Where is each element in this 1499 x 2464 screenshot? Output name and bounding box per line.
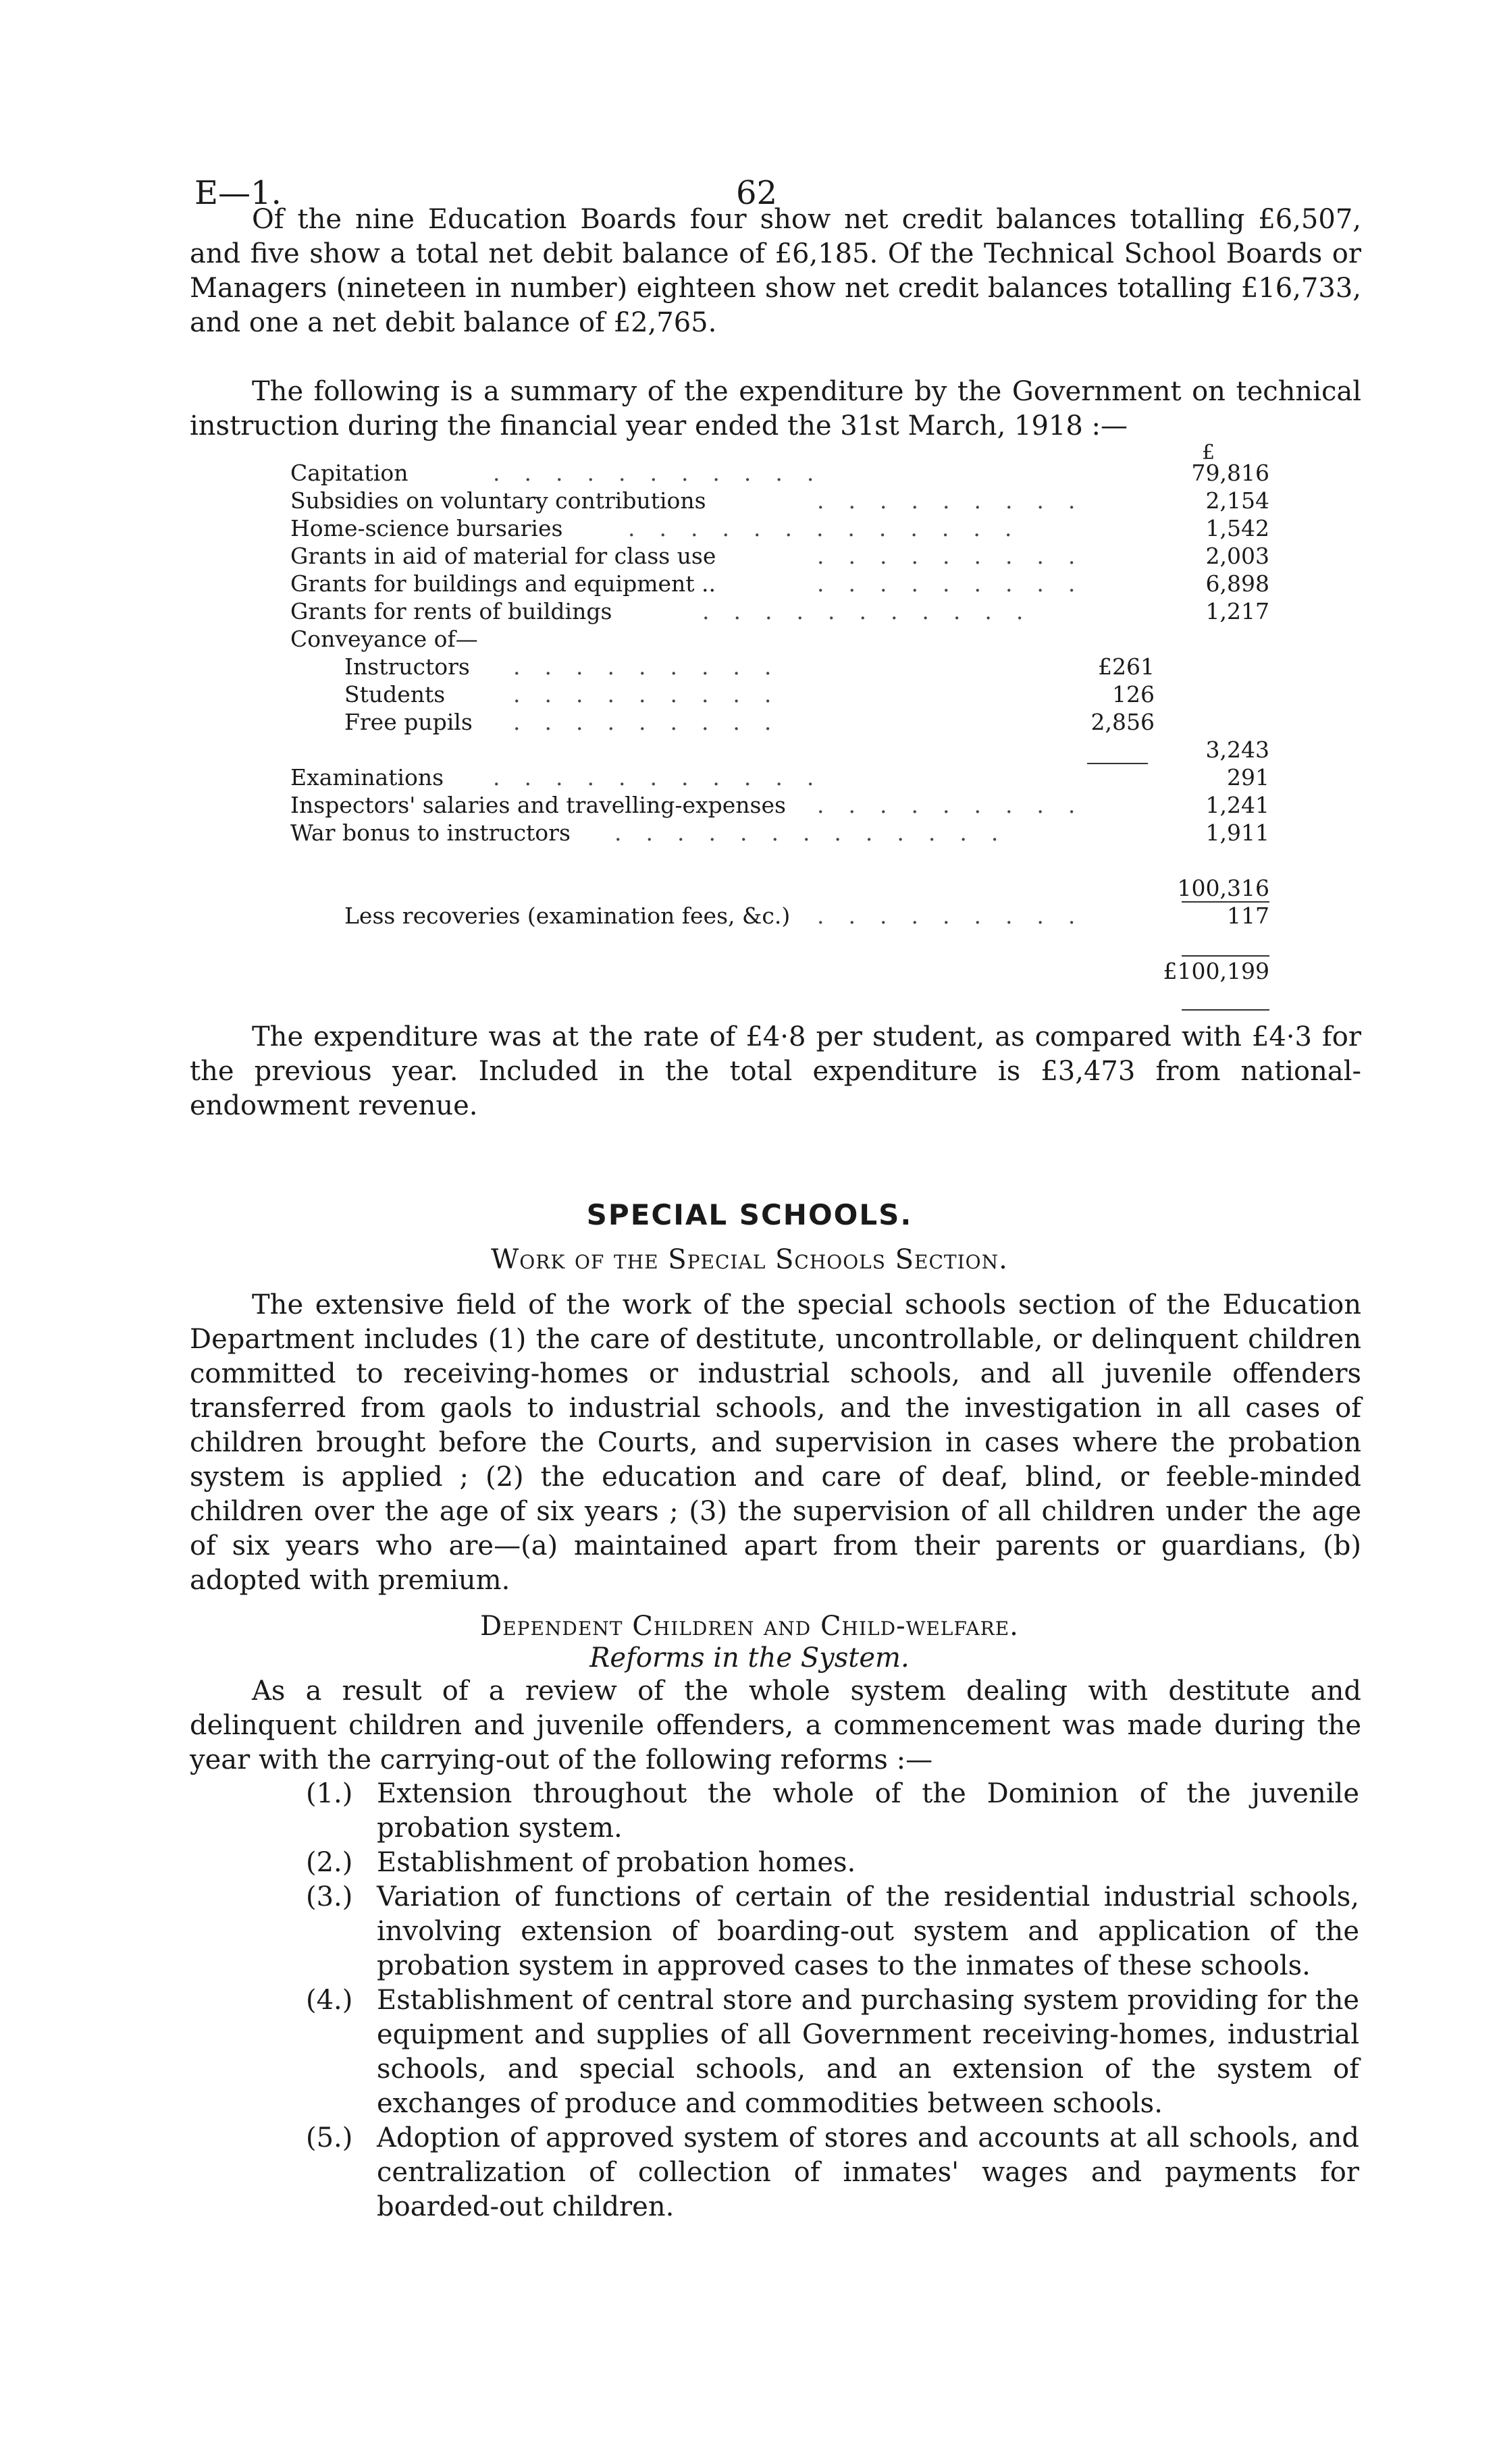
table-row xyxy=(290,736,1269,764)
list-item-number: (4.) xyxy=(306,1985,353,2016)
conveyance-total: 3,243 xyxy=(1205,736,1269,763)
table-row: War bonus to instructors ............. 1,911 xyxy=(290,820,1269,846)
rule xyxy=(1087,763,1148,764)
list-item-text: Variation of functions of certain of the residential industrial schools, involving extension of boarding-out system and application of the probation system in approved cases to the inmates of these schools. xyxy=(377,1881,1359,1981)
page-number: 62 xyxy=(736,174,778,212)
list-item-text: Adoption of approved system of stores and accounts at all schools, and centralization of collection of inmates' wages and payments for boarded-out children. xyxy=(377,2122,1359,2222)
list-item-text: Extension throughout the whole of the Dominion of the juvenile probation system. xyxy=(377,1778,1359,1844)
paragraph-expenditure-rate: The expenditure was at the rate of £4·8 per student, as compared with £4·3 for the previous year. Included in the total expenditure is £3,473 from national-endowment revenue. xyxy=(190,1021,1361,1121)
row-label: Subsidies on voluntary contributions xyxy=(290,487,706,514)
table-row xyxy=(290,847,1269,874)
list-item-number: (5.) xyxy=(306,2122,353,2153)
expenditure-table xyxy=(290,459,1269,985)
row-amount: 1,542 xyxy=(1205,515,1269,541)
less-amount: 117 xyxy=(1227,903,1269,929)
row-label: Free pupils xyxy=(344,709,473,735)
row-amount: 2,856 xyxy=(1090,709,1155,735)
table-row: Capitation ........... 79,816 xyxy=(290,460,1269,486)
table-row: Less recoveries (examination fees, &c.) ......... 117 xyxy=(344,903,1269,929)
conveyance-label: Conveyance of— xyxy=(290,626,478,652)
row-label: Capitation xyxy=(290,460,409,486)
table-row: Examinations ........... 291 xyxy=(290,764,1269,791)
rule xyxy=(1182,955,1269,957)
list-item-text: Establishment of probation homes. xyxy=(377,1847,856,1878)
currency-column-header: £ xyxy=(1202,441,1215,464)
subheading-dependent-children: Dependent Children and Child-welfare. xyxy=(480,1611,1019,1642)
list-item-number: (3.) xyxy=(306,1881,353,1912)
table-row: Grants for buildings and equipment .. ......... 6,898 xyxy=(290,570,1269,597)
table-row xyxy=(290,930,1269,957)
table-row: Grants for rents of buildings ........... 1,217 xyxy=(290,598,1269,624)
paragraph-board-balances: Of the nine Education Boards four show net credit balances totalling £6,507, and five show a total net debit balance of £6,185. Of the Technical School Boards or Managers (nineteen in number) eighteen show net credit balances totalling £16,733, and one a net debit balance of £2,765. xyxy=(190,204,1361,338)
paragraph-expenditure-intro: The following is a summary of the expenditure by the Government on technical instruction during the financial year ended the 31st March, 1918 :— xyxy=(190,376,1361,441)
section-heading-special-schools: SPECIAL SCHOOLS. xyxy=(586,1198,913,1231)
list-item-text: Establishment of central store and purchasing system providing for the equipment and supplies of all Government receiving-homes, industrial schools, and special schools, and an extension of the system of exchanges of produce and commodities between schools. xyxy=(377,1985,1359,2119)
subheading-reforms: Reforms in the System. xyxy=(589,1642,910,1673)
table-row xyxy=(290,874,1269,902)
table-row xyxy=(290,625,1269,653)
row-amount: 291 xyxy=(1227,764,1269,791)
row-amount: 79,816 xyxy=(1191,460,1269,486)
list-item xyxy=(306,1777,1359,1846)
row-label: Grants in aid of material for class use xyxy=(290,543,716,569)
table-row: Subsidies on voluntary contributions ......... 2,154 xyxy=(290,487,1269,514)
table-row: Instructors ......... £261 xyxy=(344,653,1155,680)
row-label: Students xyxy=(344,681,446,707)
row-amount: 2,003 xyxy=(1205,543,1269,569)
series-label: E—1. xyxy=(194,174,282,212)
paragraph-reforms-intro: As a result of a review of the whole system dealing with destitute and delinquent children and juvenile offenders, a commencement was made during the year with the carrying-out of the following reforms :— xyxy=(190,1676,1361,1775)
grand-total: £100,199 xyxy=(1163,958,1269,984)
less-label: Less recoveries (examination fees, &c.) xyxy=(344,903,791,929)
paragraph-special-schools-work: The extensive field of the work of the special schools section of the Education Department includes (1) the care of destitute, uncontrollable, or delinquent children committed to receiving-homes or industrial schools, and all juvenile offenders transferred from gaols to industrial schools, and the investigation in all cases of children brought before the Courts, and supervision in cases where the probation system is applied ; (2) the education and care of deaf, blind, or feeble-minded children over the age of six years ; (3) the supervision of all children under the age of six years who are—(a) maintained apart from their parents or guardians, (b) adopted with premium. xyxy=(190,1289,1361,1596)
row-amount: 6,898 xyxy=(1205,570,1269,597)
row-label: Inspectors' salaries and travelling-expenses xyxy=(290,792,786,818)
table-row xyxy=(290,957,1269,985)
row-amount: 1,241 xyxy=(1205,792,1269,818)
rule xyxy=(1182,901,1269,903)
row-label: Examinations xyxy=(290,764,444,791)
row-label: Grants for buildings and equipment .. xyxy=(290,570,716,597)
row-label: Grants for rents of buildings xyxy=(290,598,612,624)
row-label: War bonus to instructors xyxy=(290,820,571,846)
subtotal: 100,316 xyxy=(1177,875,1269,901)
row-label: Instructors xyxy=(344,653,470,680)
table-row: Students ......... 126 xyxy=(344,681,1155,707)
row-label: Home-science bursaries xyxy=(290,515,563,541)
list-item xyxy=(306,2121,1359,2224)
list-item-number: (2.) xyxy=(306,1847,353,1878)
table-row: Inspectors' salaries and travelling-expenses ......... 1,241 xyxy=(290,792,1269,818)
list-item-number: (1.) xyxy=(306,1778,353,1809)
subheading-work-section: Work of the Special Schools Section. xyxy=(491,1244,1008,1275)
list-item xyxy=(306,1880,1359,1983)
row-amount: 1,217 xyxy=(1205,598,1269,624)
table-row: Home-science bursaries ............. 1,542 xyxy=(290,515,1269,541)
row-amount: £261 xyxy=(1098,653,1155,680)
table-row: Free pupils ......... 2,856 xyxy=(344,709,1155,735)
rule xyxy=(1182,1009,1269,1011)
row-amount: 2,154 xyxy=(1205,487,1269,514)
row-amount: 126 xyxy=(1112,681,1155,707)
table-row: Grants in aid of material for class use ......... 2,003 xyxy=(290,543,1269,569)
list-item xyxy=(306,1983,1359,2121)
row-amount: 1,911 xyxy=(1205,820,1269,846)
list-item xyxy=(306,1846,1359,1880)
